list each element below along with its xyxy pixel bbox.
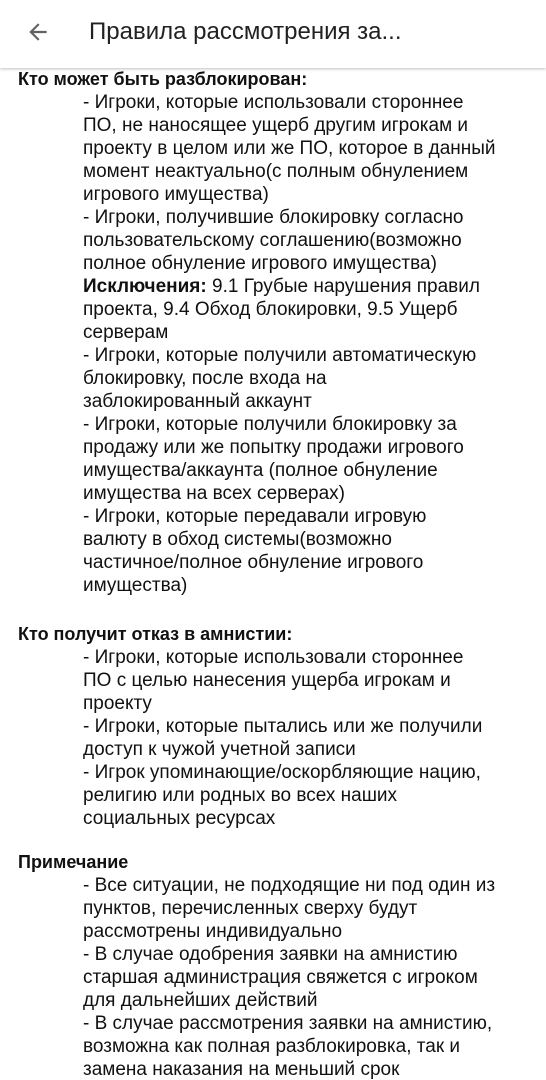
text-line: имущества на всех серверах) [83,483,345,504]
text-line: доступ к чужой учетной записи [83,739,356,760]
text-line: проекту [83,693,152,714]
text-line: - Игроки, которые получили блокировку за [83,414,457,435]
exceptions-text: 9.1 Грубые нарушения правил [212,276,480,297]
section-title-unban: Кто может быть разблокирован: [18,69,308,89]
text-line: ПО, не наносящее ущерб другим игрокам и [83,115,469,136]
text-line: социальных ресурсах [83,808,276,829]
text-line: замена наказания на меньший срок [83,1059,400,1080]
text-line: рассмотрены индивидуально [83,921,343,942]
document-content[interactable] [0,68,546,1080]
text-line: имущества) [83,575,188,596]
section-title-refusal: Кто получит отказ в амнистии: [18,624,293,644]
text-line: - Игроки, которые передавали игровую [83,506,427,527]
text-line: частичное/полное обнуление игрового [83,552,424,573]
back-button[interactable] [14,10,62,58]
text-line: заблокированный аккаунт [83,391,312,412]
text-line: игрового имущества) [83,184,269,205]
arrow-left-icon [25,19,51,50]
text-line: блокировку, после входа на [83,368,327,389]
page-title: Правила рассмотрения за... [89,18,402,45]
text-line: проекту в целом или же ПО, которое в данный [83,138,496,159]
text-line: религию или родных во всех наших [83,785,398,806]
text-line: ПО с целью нанесения ущерба игрокам и [83,670,451,691]
text-line: полное обнуление игрового имущества) [83,253,437,274]
text-line: - Игроки, которые пытались или же получили [83,716,483,737]
text-line: продажу или же попытку продажи игрового [83,437,464,458]
text-line: - В случае рассмотрения заявки на амнистию, [83,1013,493,1034]
exceptions-label: Исключения: [83,276,207,297]
text-line: для дальнейших действий [83,990,318,1011]
text-line: - В случае одобрения заявки на амнистию [83,944,458,965]
text-line: - Игроки, которые использовали стороннее [83,92,464,113]
section-title-note: Примечание [18,852,129,872]
text-line: пунктов, перечисленных сверху будут [83,898,418,919]
text-line: - Игроки, которые получили автоматическую [83,345,477,366]
text-line: пользовательскому соглашению(возможно [83,230,462,251]
app-bar [0,0,546,68]
text-line: - Все ситуации, не подходящие ни под один из [83,875,496,896]
text-line: старшая администрация свяжется с игроком [83,967,478,988]
text-line: - Игрок упоминающие/оскорбляющие нацию, [83,762,481,783]
text-line: момент неактуально(с полным обнулением [83,161,469,182]
text-line: возможна как полная разблокировка, так и [83,1036,461,1057]
text-line: - Игроки, получившие блокировку согласно [83,207,464,228]
text-line: имущества/аккаунта (полное обнуление [83,460,438,481]
text-line: серверам [83,322,169,343]
exceptions-line [83,275,480,298]
text-line: - Игроки, которые использовали стороннее [83,647,464,668]
text-line: валюту в обход системы(возможно [83,529,392,550]
text-line: проекта, 9.4 Обход блокировки, 9.5 Ущерб [83,299,458,320]
